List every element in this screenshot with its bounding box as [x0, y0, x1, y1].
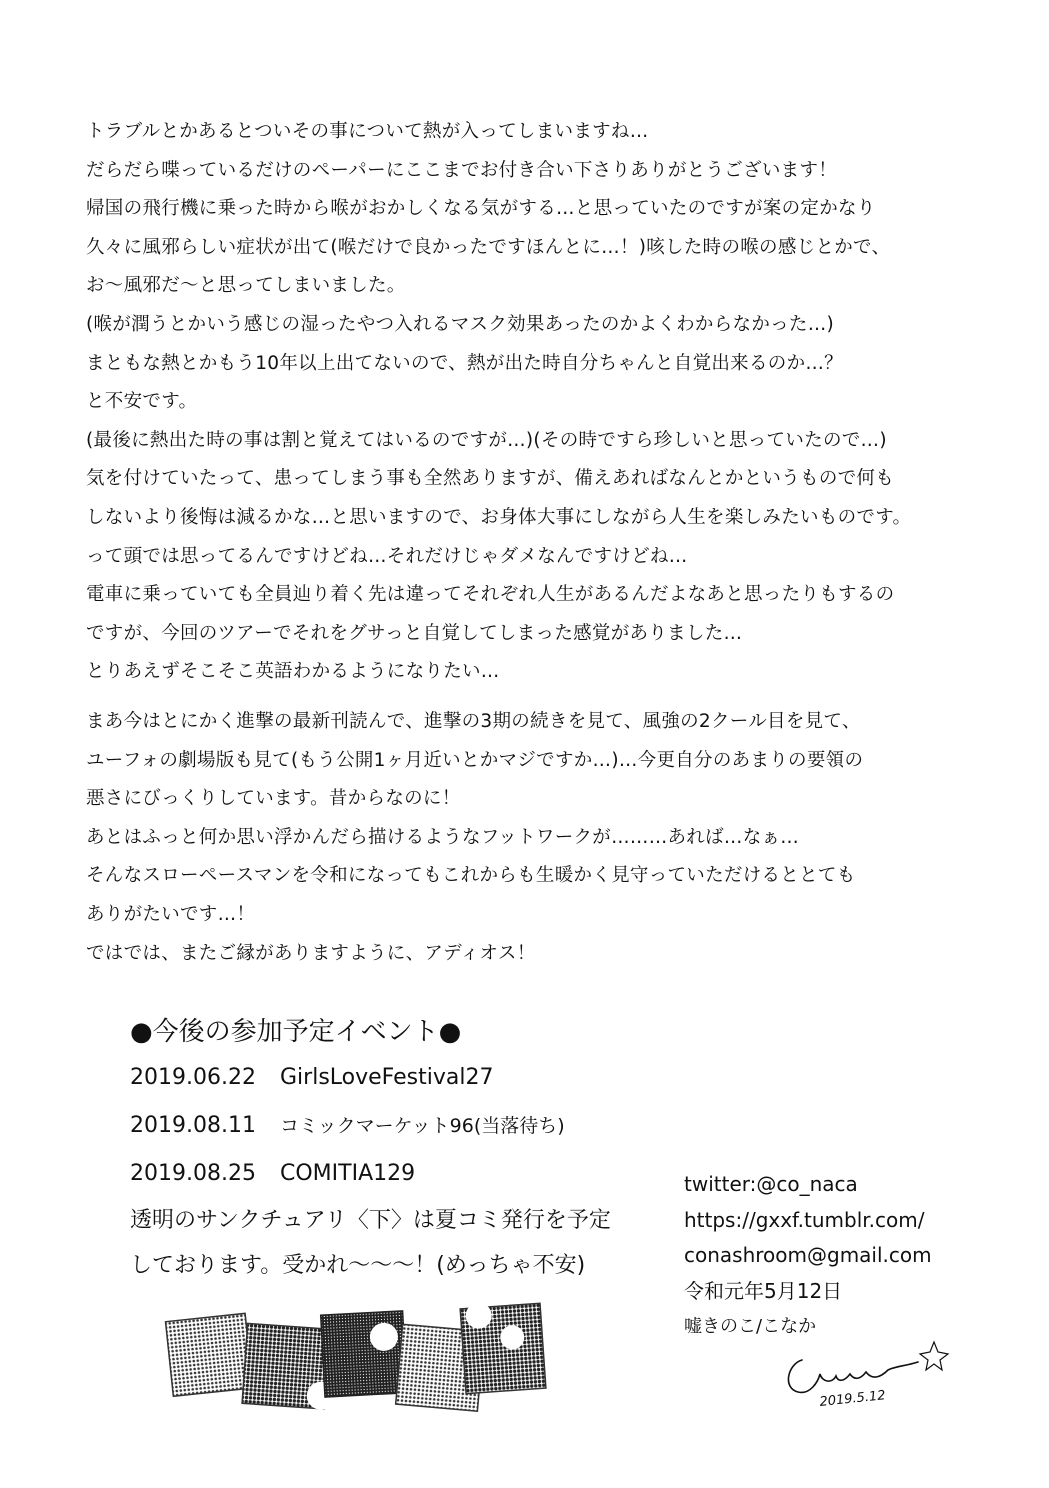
event-note: しております。受かれ〜〜〜！(めっちゃ不安) [130, 1253, 586, 1278]
text-line: お〜風邪だ〜と思ってしまいました。 [86, 275, 406, 297]
text-line: とりあえずそこそこ英語わかるようになりたい… [86, 661, 500, 683]
book-cover [460, 1298, 546, 1393]
svg-text:2019.5.12: 2019.5.12 [818, 1388, 887, 1410]
text-line: と不安です。 [86, 391, 198, 413]
afterword-paragraph-1 [86, 113, 986, 692]
text-line: ありがたいです…！ [86, 903, 256, 925]
event-name: COMITIA129 [280, 1161, 416, 1186]
text-line: しないより後悔は減るかな…と思いますので、お身体大事にしながら人生を楽しみたいものです。 [86, 506, 912, 528]
text-line: だらだら喋っているだけのペーパーにここまでお付き合い下さりありがとうございます！ [86, 159, 838, 181]
event-item [130, 1054, 650, 1102]
book-cover [321, 1311, 407, 1397]
author-name: 嘘きのこ/こなか [684, 1316, 817, 1337]
text-line: あとはふっと何か思い浮かんだら描けるようなフットワークが………あれば…なぁ… [86, 826, 800, 848]
event-name: コミックマーケット96(当落待ち) [280, 1115, 565, 1137]
text-line: って頭では思ってるんですけどね…それだけじゃダメなんですけどね… [86, 545, 688, 567]
text-line: まあ今はとにかく進撃の最新刊読んで、進撃の3期の続きを見て、風強の2クール目を見て、 [86, 711, 861, 732]
contact-info [684, 1167, 984, 1345]
event-schedule [130, 1010, 650, 1288]
text-line: トラブルとかあるとついその事について熱が入ってしまいますね… [86, 121, 649, 142]
event-item [130, 1150, 650, 1198]
event-name: GirlsLoveFestival27 [280, 1065, 494, 1090]
text-line: (最後に熱出た時の事は割と覚えてはいるのですが…)(その時ですら珍しいと思っていたので…) [86, 429, 887, 451]
event-date: 2019.08.25 [130, 1161, 256, 1186]
text-line: (喉が潤うとかいう感じの湿ったやつ入れるマスク効果あったのかよくわからなかった…) [86, 313, 835, 335]
text-line: 電車に乗っていても全員辿り着く先は違ってそれぞれ人生があるんだよなあと思ったりもするの [86, 584, 895, 606]
text-line: そんなスローペースマンを令和になってもこれからも生暖かく見守っていただけるととても [86, 865, 856, 887]
text-line: まともな熱とかもう10年以上出てないので、熱が出た時自分ちゃんと自覚出来るのか…？ [86, 352, 843, 374]
book-cover [166, 1313, 253, 1396]
text-line: 帰国の飛行機に乗った時から喉がおかしくなる気がする…と思っていたのですが案の定かなり [86, 198, 876, 220]
handwritten-signature [780, 1330, 950, 1410]
email-address: conashroom@gmail.com [684, 1243, 932, 1267]
text-line: ではでは、またご縁がありますように、アディオス！ [86, 942, 536, 964]
text-line: ユーフォの劇場版も見て(もう公開1ヶ月近いとかマジですか…)…今更自分のあまりの要領の [86, 749, 864, 771]
text-line: 気を付けていたって、患ってしまう事も全然ありますが、備えあればなんとかというもので何も [86, 468, 895, 490]
event-item [130, 1102, 650, 1150]
event-date: 2019.06.22 [130, 1065, 256, 1090]
afterword-paragraph-2 [86, 703, 986, 973]
text-line: 悪さにびっくりしています。昔からなのに！ [86, 788, 461, 810]
event-schedule-heading: ●今後の参加予定イベント● [130, 1017, 462, 1047]
text-line: ですが、今回のツアーでそれをグサっと自覚してしまった感覚がありました… [86, 622, 743, 644]
text-line: 久々に風邪らしい症状が出て(喉だけで良かったですほんとに…！)咳した時の喉の感じとかで、 [86, 236, 891, 258]
publish-date: 令和元年5月12日 [684, 1278, 843, 1303]
twitter-handle: twitter:@co_naca [684, 1172, 858, 1196]
event-date: 2019.08.11 [130, 1113, 256, 1138]
event-note: 透明のサンクチュアリ〈下〉は夏コミ発行を予定 [130, 1208, 611, 1233]
book-covers-illustration [163, 1298, 551, 1418]
tumblr-url: https://gxxf.tumblr.com/ [684, 1207, 925, 1232]
